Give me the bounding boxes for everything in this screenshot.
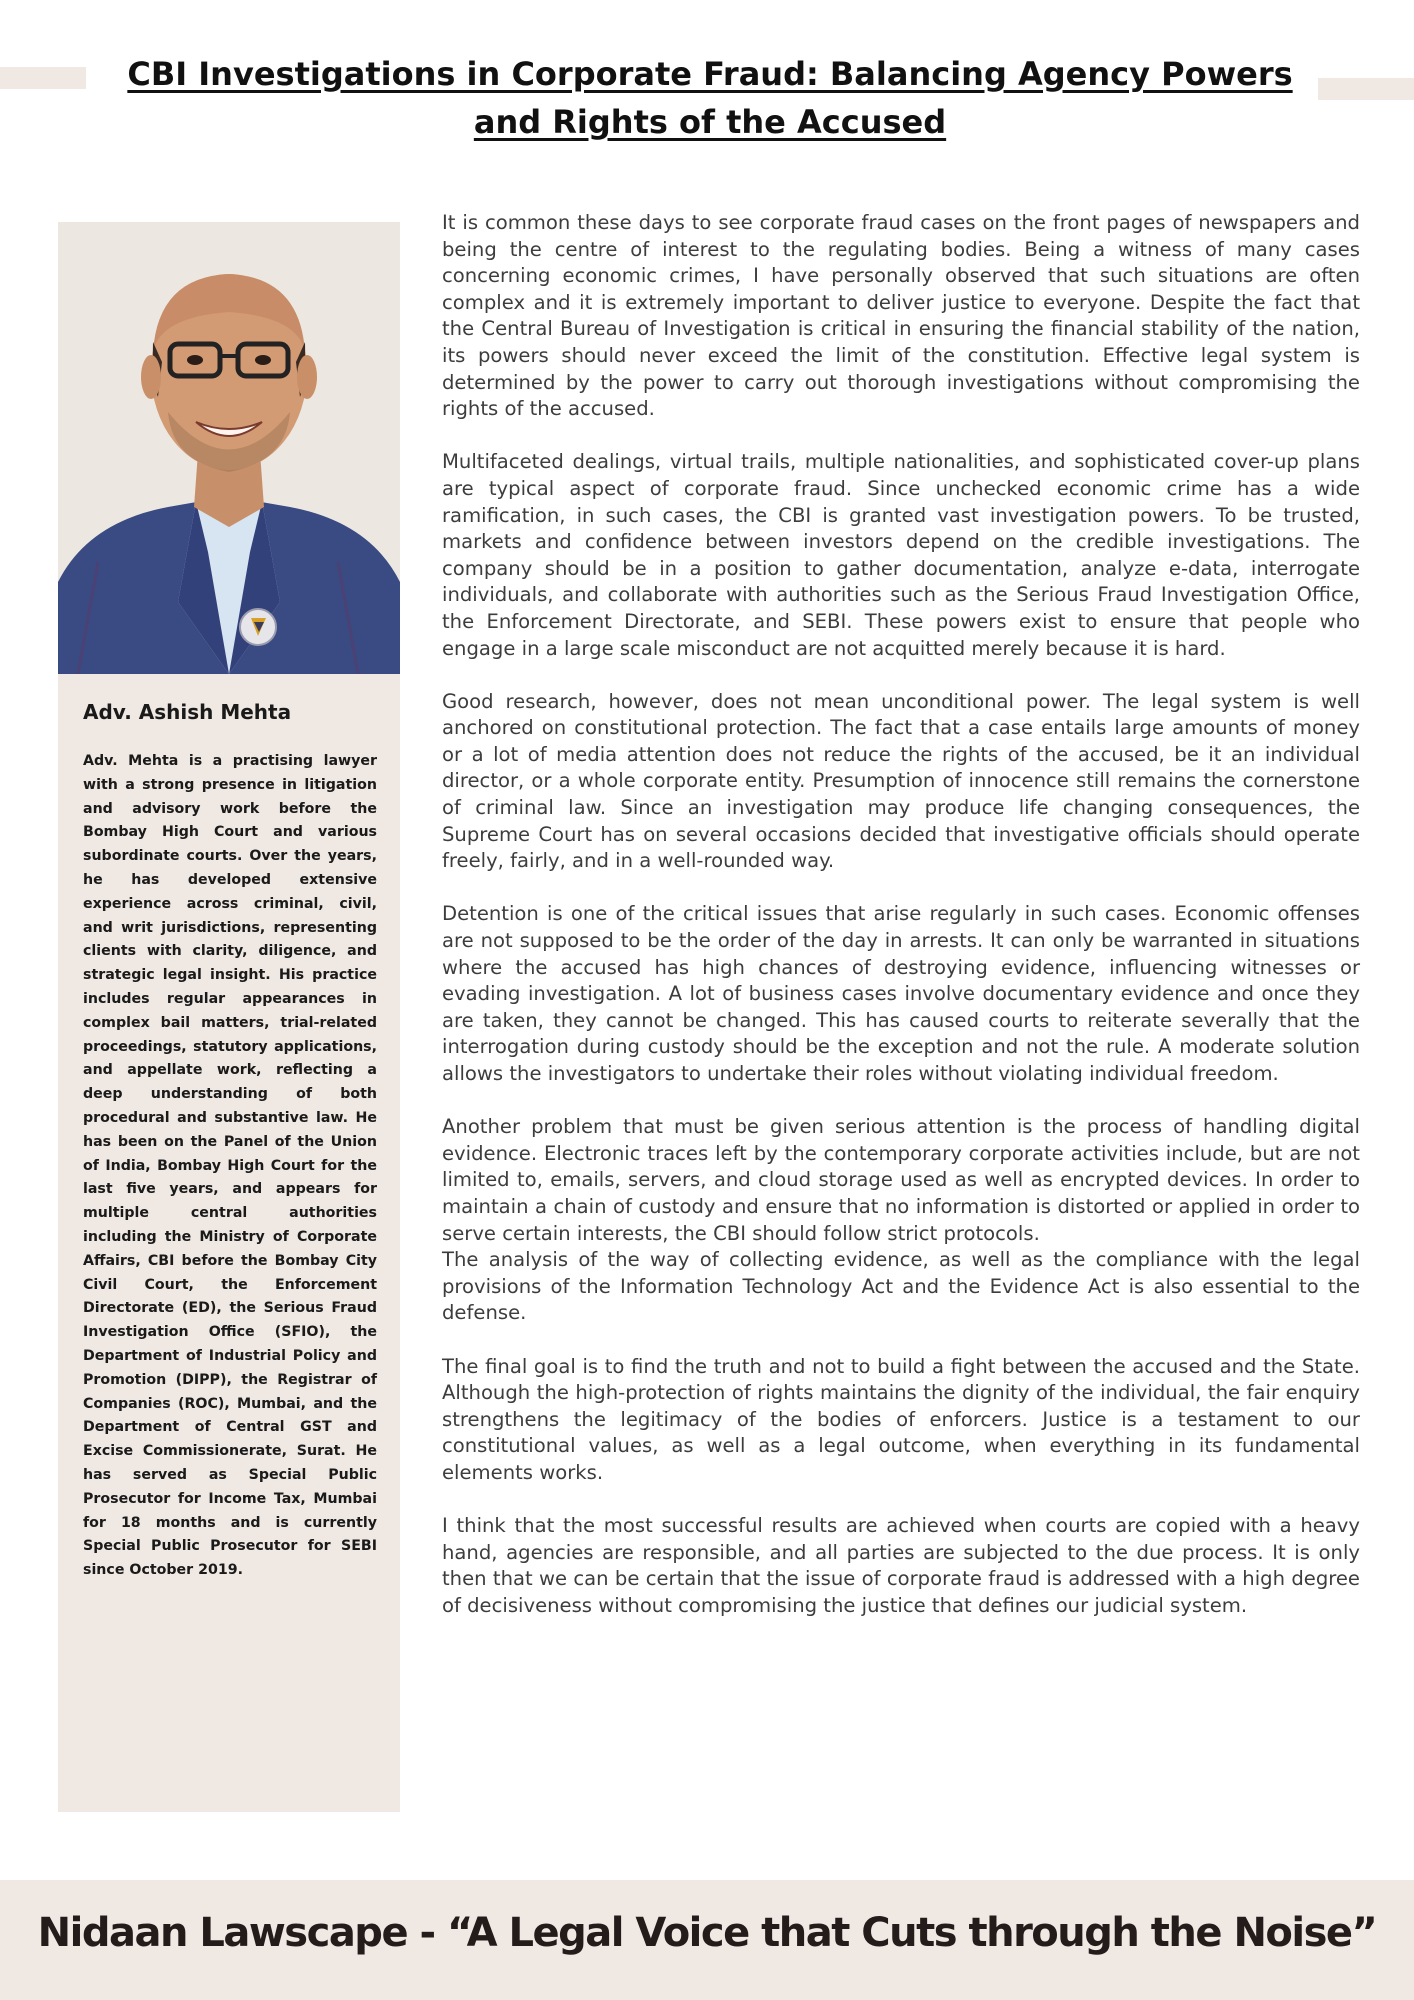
decorative-accent-bar-left	[0, 67, 86, 89]
article-paragraph: Another problem that must be given serious attention is the process of handling digital evidence. Electronic traces left by the contemporary corporate activities include, but are not limited to, emails, servers, and cloud storage used as well as encrypted devices. In order to maintain a chain of custody and ensure that no information is distorted or applied in order to serve certain interests, the CBI should follow strict protocols.	[442, 1115, 1360, 1245]
article-paragraph: Multifaceted dealings, virtual trails, multiple nationalities, and sophisticated cover-up plans are typical aspect of corporate fraud. Since unchecked economic crime has a wide ramification, in such cases, the CBI is granted vast investigation powers. To be trusted, markets and confidence between investors depend on the credible investigations. The company should be in a position to gather documentation, analyze e-data, interrogate individuals, and collaborate with authorities such as the Serious Fraud Investigation Office, the Enforcement Directorate, and SEBI. These powers exist to ensure that people who engage in a large scale misconduct are not acquitted merely because it is hard.	[442, 450, 1360, 660]
author-bio: Adv. Mehta is a practising lawyer with a strong presence in litigation and advisory work before the Bombay High Court and various subordinate courts. Over the years, he has developed extensive experience across criminal, civil, and writ jurisdictions, representing clients with clarity, diligence, and strategic legal insight. His practice includes regular appearances in complex bail matters, trial-related proceedings, statutory applications, and appellate work, reflecting a deep understanding of both procedural and substantive law. He has been on the Panel of the Union of India, Bombay High Court for the last five years, and appears for multiple central authorities including the Ministry of Corporate Affairs, CBI before the Bombay City Civil Court, the Enforcement Directorate (ED), the Serious Fraud Investigation Office (SFIO), the Department of Industrial Policy and Promotion (DIPP), the Registrar of Companies (ROC), Mumbai, and the Department of Central GST and Excise Commissionerate, Surat. He has served as Special Public Prosecutor for Income Tax, Mumbai for 18 months and is currently Special Public Prosecutor for SEBI since October 2019.	[83, 753, 377, 1579]
author-name: Adv. Ashish Mehta	[83, 700, 292, 724]
footer-tagline: Nidaan Lawscape - “A Legal Voice that Cuts through the Noise”	[37, 1910, 1377, 1956]
footer-banner	[0, 1880, 1414, 2000]
article-body	[442, 210, 1360, 1646]
article-paragraph: Detention is one of the critical issues that arise regularly in such cases. Economic offenses are not supposed to be the order of the day in arrests. It can only be warranted in situations where the accused has high chances of destroying evidence, influencing witnesses or evading investigation. A lot of business cases involve documentary evidence and once they are taken, they cannot be changed. This has caused courts to reiterate severally that the interrogation during custody should be the exception and not the rule. A moderate solution allows the investigators to undertake their roles without violating individual freedom.	[442, 902, 1360, 1085]
author-photo	[58, 222, 400, 674]
author-portrait-icon	[58, 222, 400, 674]
article-paragraph: The analysis of the way of collecting evidence, as well as the compliance with the legal provisions of the Information Technology Act and the Evidence Act is also essential to the defense.	[442, 1248, 1360, 1325]
author-sidebar	[58, 222, 400, 1812]
article-paragraph: It is common these days to see corporate fraud cases on the front pages of newspapers and being the centre of interest to the regulating bodies. Being a witness of many cases concerning economic crimes, I have personally observed that such situations are often complex and it is extremely important to deliver justice to everyone. Despite the fact that the Central Bureau of Investigation is critical in ensuring the financial stability of the nation, its powers should never exceed the limit of the constitution. Effective legal system is determined by the power to carry out thorough investigations without compromising the rights of the accused.	[442, 211, 1360, 421]
article-paragraph: I think that the most successful results are achieved when courts are copied with a heavy hand, agencies are responsible, and all parties are subjected to the due process. It is only then that we can be certain that the issue of corporate fraud is addressed with a high degree of decisiveness without compromising the justice that defines our judicial system.	[442, 1514, 1360, 1617]
page-title: CBI Investigations in Corporate Fraud: Balancing Agency Powers and Rights of the Accused	[127, 55, 1293, 141]
article-paragraph: The final goal is to find the truth and not to build a fight between the accused and the State. Although the high-protection of rights maintains the dignity of the individual, the fair enquiry strengthens the legitimacy of the bodies of enforcers. Justice is a testament to our constitutional values, as well as a legal outcome, when everything in its fundamental elements works.	[442, 1354, 1360, 1484]
article-paragraph: Good research, however, does not mean unconditional power. The legal system is well anchored on constitutional protection. The fact that a case entails large amounts of money or a lot of media attention does not reduce the rights of the accused, be it an individual director, or a whole corporate entity. Presumption of innocence still remains the cornerstone of criminal law. Since an investigation may produce life changing consequences, the Supreme Court has on several occasions decided that investigative officials should operate freely, fairly, and in a well-rounded way.	[442, 689, 1360, 873]
decorative-accent-bar-right	[1318, 78, 1414, 100]
